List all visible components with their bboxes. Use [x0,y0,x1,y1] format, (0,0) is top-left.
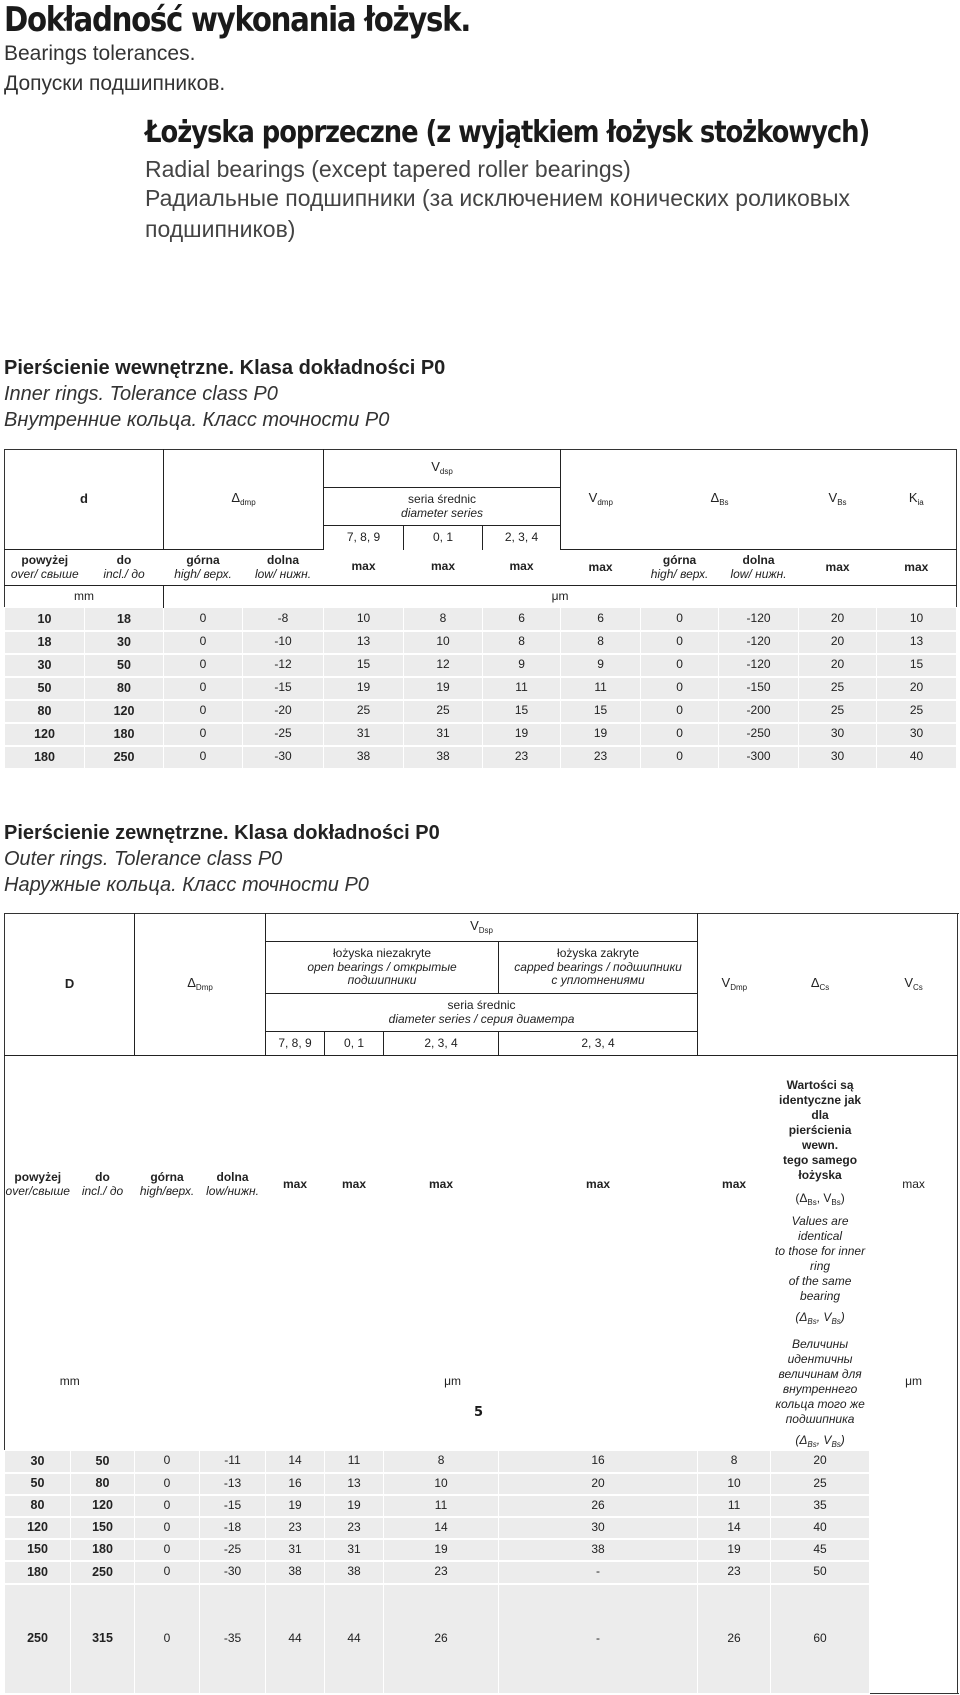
table-cell: 30 [5,654,85,677]
table-row [5,631,957,654]
table-cell: 6 [561,608,641,631]
table-cell: 26 [384,1584,499,1694]
table-cell: 9 [483,654,561,677]
table-cell: 40 [877,746,957,769]
inner-heading-pl: Pierścienie wewnętrzne. Klasa dokładności P0 [4,357,446,379]
note-pl-5: łożyska [798,1168,842,1182]
table-cell: 11 [325,1451,384,1473]
table-cell: 23 [384,1561,499,1584]
table-cell: 0 [164,700,243,723]
table-cell: 0 [135,1451,200,1473]
table-cell: 14 [384,1517,499,1539]
dolna-header: dolna low/нижн. [200,1056,266,1315]
page-title: Dokładność wykonania łożysk. [4,0,471,40]
max-header: max [325,1056,384,1315]
table-cell: 20 [799,608,877,631]
max-header: max [384,1056,499,1315]
table-cell: 8 [483,631,561,654]
table-cell: 30 [799,723,877,746]
page-subtitle-ru: Допуски подшипников. [4,72,226,95]
table-cell: 50 [5,1473,71,1495]
table-cell: 19 [698,1539,771,1561]
powyzej-header: powyżej over/ свыше [10,552,79,581]
note-ru-6: подшипника [785,1412,855,1426]
table-cell: 80 [5,1495,71,1517]
page-subtitle-en: Bearings tolerances. [4,42,196,65]
note-ref-3: ($\Delta_{Bs}$, $V_{Bs}$) [795,1433,845,1449]
table-cell: 35 [771,1495,870,1517]
table-cell: -15 [243,677,324,700]
table-cell: 25 [771,1473,870,1495]
table-row [5,1473,958,1495]
table-cell: -120 [719,654,799,677]
table-cell: - [499,1584,698,1694]
table-cell: 0 [641,746,719,769]
series-b: 0, 1 [325,1032,384,1056]
table-cell: -20 [243,700,324,723]
table-cell: 250 [71,1561,135,1584]
table-cell: 23 [698,1561,771,1584]
table-cell: 120 [5,723,85,746]
table-cell: 9 [561,654,641,677]
unit-um: μm [164,586,957,608]
table-cell: 180 [85,723,164,746]
table-cell: 0 [641,608,719,631]
note-ru-1: Величины [792,1337,849,1351]
table-cell: 31 [266,1539,325,1561]
table-cell: 10 [324,608,404,631]
seria-label-pl: seria średnic [408,491,477,506]
table-cell: 50 [71,1451,135,1473]
col-kia-header: $K_{ia}$ [877,450,957,550]
table-cell: 12 [404,654,483,677]
table-row [5,723,957,746]
table-cell: 0 [164,608,243,631]
table-cell: 31 [325,1539,384,1561]
col-delta-dmp-header: $\Delta_{dmp}$ [164,450,324,550]
note-ru-2: идентичны [787,1352,853,1366]
table-cell: 0 [641,723,719,746]
table-cell: 0 [641,631,719,654]
table-cell: 11 [561,677,641,700]
table-row [5,700,957,723]
col-vdsp-header: $V_{Dsp}$ [266,914,698,942]
table-cell: 19 [561,723,641,746]
do-header: do incl./ до [103,552,145,581]
table-cell: -10 [243,631,324,654]
table-cell: 8 [404,608,483,631]
table-cell: 23 [483,746,561,769]
table-cell: 31 [324,723,404,746]
table-cell: 10 [404,631,483,654]
max-header: max [825,559,850,574]
table-cell: 25 [324,700,404,723]
unit-mm: mm [59,1374,80,1389]
col-delta-cs-header: $\Delta_{Cs}$ [810,975,830,993]
table-cell: -12 [243,654,324,677]
note-ref-1: ($\Delta_{Bs}$, $V_{Bs}$) [795,1191,845,1207]
col-d-header: d [5,450,164,550]
table-cell: 18 [85,608,164,631]
table-row [5,1561,958,1584]
capped-ru: с уплотнениями [551,973,645,988]
table-cell: 38 [266,1561,325,1584]
table-cell: -200 [719,700,799,723]
series-b: 0, 1 [404,526,483,550]
table-cell: -25 [243,723,324,746]
table-cell: 80 [71,1473,135,1495]
table-cell: 40 [771,1517,870,1539]
max-header: max [904,559,929,574]
table-cell: -35 [200,1584,266,1694]
table-row [5,677,957,700]
note-pl-3: pierścienia wewn. [788,1123,852,1152]
table-cell: 0 [641,654,719,677]
table-cell: 23 [266,1517,325,1539]
col-vdmp-header: $V_{dmp}$ [561,450,641,550]
table-cell: 8 [561,631,641,654]
table-cell: 19 [325,1495,384,1517]
table-cell: 0 [164,677,243,700]
table-cell: 30 [85,631,164,654]
max-header: max [870,1056,958,1315]
table-cell: 10 [5,608,85,631]
note-en-4: of the same bearing [788,1274,852,1303]
seria-en: diameter series / серия диаметра [388,1011,575,1026]
col-vcs-header: $V_{Cs}$ [904,975,923,993]
table-row [5,1451,958,1473]
table-row [5,608,957,631]
table-cell: 30 [5,1451,71,1473]
table-row [5,654,957,677]
note-pl-2: identyczne jak dla [779,1093,862,1122]
capped-en: capped bearings / подшипники [514,959,682,974]
table-cell: 150 [71,1517,135,1539]
open-bearings-label [266,942,499,994]
table-cell: 26 [698,1584,771,1694]
table-cell: -250 [719,723,799,746]
section-title: Łożyska poprzeczne (z wyjątkiem łożysk stożkowych) [145,115,870,150]
table-cell: 30 [799,746,877,769]
col-delta-dmp-header: $\Delta_{Dmp}$ [135,914,266,1056]
table-cell: 120 [85,700,164,723]
table-cell: 25 [877,700,957,723]
table-cell: 38 [324,746,404,769]
outer-rings-table [4,913,958,1695]
table-cell: -120 [719,608,799,631]
unit-um: μm [444,1374,461,1389]
table-cell: 0 [135,1584,200,1694]
table-cell: 50 [85,654,164,677]
table-cell: 14 [266,1451,325,1473]
table-cell: 0 [164,631,243,654]
table-cell: 11 [483,677,561,700]
table-cell: 25 [799,700,877,723]
gorna-header: górna high/ верх. [174,552,232,581]
table-cell: 10 [877,608,957,631]
table-cell: 38 [325,1561,384,1584]
table-cell: 50 [5,677,85,700]
table-cell: 80 [5,700,85,723]
table-cell: 180 [5,746,85,769]
series-c: 2, 3, 4 [384,1032,499,1056]
table-cell: 23 [325,1517,384,1539]
note-en-1: Values are identical [791,1214,849,1243]
table-cell: 31 [404,723,483,746]
table-cell: 0 [135,1539,200,1561]
max-header: max [698,1056,771,1315]
series-d: 2, 3, 4 [499,1032,698,1056]
table-cell: 0 [164,723,243,746]
do-header: do incl./ до [71,1056,135,1315]
seria-label-en: diameter series [401,505,484,520]
col-D-header: D [5,914,135,1056]
open-en: open bearings / открытые [307,959,457,974]
col-vdmp-header: $V_{Dmp}$ [698,914,771,1056]
note-pl-1: Wartości są [786,1078,854,1092]
table-cell: 315 [71,1584,135,1694]
max-header: max [588,559,613,574]
table-cell: 11 [698,1495,771,1517]
outer-heading-pl: Pierścienie zewnętrzne. Klasa dokładności P0 [4,822,440,844]
table-cell: 16 [266,1473,325,1495]
table-cell: -150 [719,677,799,700]
seria-pl: seria średnic [447,997,516,1012]
table-cell: -25 [200,1539,266,1561]
table-cell: 15 [561,700,641,723]
table-cell: 38 [404,746,483,769]
note-en-2: to those for inner [775,1244,866,1258]
table-cell: 10 [698,1473,771,1495]
table-cell: 19 [404,677,483,700]
max-header: max [509,559,534,574]
table-cell: 180 [71,1539,135,1561]
table-cell: 23 [561,746,641,769]
table-cell: 25 [404,700,483,723]
table-cell: 0 [135,1495,200,1517]
series-a: 7, 8, 9 [324,526,404,550]
table-cell: 15 [324,654,404,677]
series-a: 7, 8, 9 [266,1032,325,1056]
col-vbs-header: $V_{Bs}$ [799,450,877,550]
table-cell: 11 [384,1495,499,1517]
capped-bearings-label [499,942,698,994]
table-cell: 44 [266,1584,325,1694]
table-cell: -30 [243,746,324,769]
table-cell: -120 [719,631,799,654]
open-pl: łożyska niezakryte [333,945,432,960]
note-en-3: ring [810,1259,831,1273]
powyzej-header: powyżej over/свыше [5,1056,71,1315]
table-cell: 13 [877,631,957,654]
table-cell: 44 [325,1584,384,1694]
table-cell: -300 [719,746,799,769]
table-cell: 20 [771,1451,870,1473]
table-cell: 13 [325,1473,384,1495]
page-number: 5 [474,1405,484,1420]
table-cell: 0 [164,746,243,769]
table-cell: 0 [135,1517,200,1539]
series-c: 2, 3, 4 [483,526,561,550]
table-cell: -15 [200,1495,266,1517]
table-row [5,746,957,769]
table-cell: 120 [71,1495,135,1517]
open-ru: подшипники [347,973,417,988]
table-cell: 20 [799,654,877,677]
note-ref-2: ($\Delta_{Bs}$, $V_{Bs}$) [795,1310,845,1326]
outer-heading-ru: Наружные кольца. Класс точности P0 [4,874,369,896]
table-cell: 19 [384,1539,499,1561]
table-cell: 15 [483,700,561,723]
section-subtitle-ru-2: подшипников) [145,216,296,242]
table-cell: 8 [384,1451,499,1473]
col-delta-bs-header: $\Delta_{Bs}$ [641,450,799,550]
table-cell: 10 [384,1473,499,1495]
gorna-header: górna high/верх. [135,1056,200,1315]
capped-pl: łożyska zakryte [557,945,640,960]
table-cell: 80 [85,677,164,700]
note-ru-3: величинам для [778,1367,862,1381]
table-cell: 13 [324,631,404,654]
table-row [5,1539,958,1561]
diameter-series-label [266,994,698,1032]
table-cell: 0 [641,700,719,723]
note-ru-4: внутреннего [782,1382,858,1396]
outer-heading-en: Outer rings. Tolerance class P0 [4,848,283,870]
gorna-header: górna high/ верх. [650,552,709,581]
dolna-header: dolna low/ нижн. [254,552,312,581]
table-cell: 250 [85,746,164,769]
table-cell: 150 [5,1539,71,1561]
table-cell: 15 [877,654,957,677]
table-cell: -18 [200,1517,266,1539]
section-subtitle-en: Radial bearings (except tapered roller bearings) [145,156,631,182]
table-cell: 0 [135,1561,200,1584]
diameter-series-label [324,488,561,526]
table-cell: -30 [200,1561,266,1584]
table-cell: - [499,1561,698,1584]
table-row [5,1517,958,1539]
table-cell: -8 [243,608,324,631]
table-cell: 60 [771,1584,870,1694]
table-row [5,1495,958,1517]
inner-heading-ru: Внутренние кольца. Класс точности P0 [4,409,390,431]
note-ru-5: кольца того же [775,1397,865,1411]
section-subtitle-ru-1: Радиальные подшипники (за исключением конических роликовых [145,185,850,211]
table-cell: 8 [698,1451,771,1473]
table-cell: 19 [324,677,404,700]
table-cell: 50 [771,1561,870,1584]
table-cell: 6 [483,608,561,631]
same-as-inner-note [771,1056,870,1451]
table-cell: 20 [799,631,877,654]
dolna-header: dolna low/ нижн. [730,552,787,581]
max-header: max [431,559,456,574]
inner-rings-table [4,449,957,770]
table-cell: 250 [5,1584,71,1694]
table-cell: 0 [641,677,719,700]
max-header: max [499,1056,698,1315]
unit-mm: mm [5,586,164,608]
table-cell: 20 [877,677,957,700]
table-cell: 45 [771,1539,870,1561]
inner-heading-en: Inner rings. Tolerance class P0 [4,383,278,405]
table-cell: 30 [877,723,957,746]
table-cell: 25 [799,677,877,700]
max-header: max [266,1056,325,1315]
table-row [5,1584,958,1694]
table-cell: 14 [698,1517,771,1539]
table-cell: 20 [499,1473,698,1495]
col-vdsp-header: $V_{dsp}$ [324,450,561,488]
table-cell: 16 [499,1451,698,1473]
table-cell: 19 [483,723,561,746]
table-cell: 38 [499,1539,698,1561]
table-cell: 120 [5,1517,71,1539]
table-cell: 0 [164,654,243,677]
max-header: max [351,559,376,574]
table-cell: 26 [499,1495,698,1517]
table-cell: 18 [5,631,85,654]
table-cell: 0 [135,1473,200,1495]
table-cell: 180 [5,1561,71,1584]
table-cell: -11 [200,1451,266,1473]
unit-um-right: μm [905,1374,923,1389]
table-cell: 19 [266,1495,325,1517]
note-pl-4: tego samego [783,1153,858,1167]
table-cell: -13 [200,1473,266,1495]
table-cell: 30 [499,1517,698,1539]
